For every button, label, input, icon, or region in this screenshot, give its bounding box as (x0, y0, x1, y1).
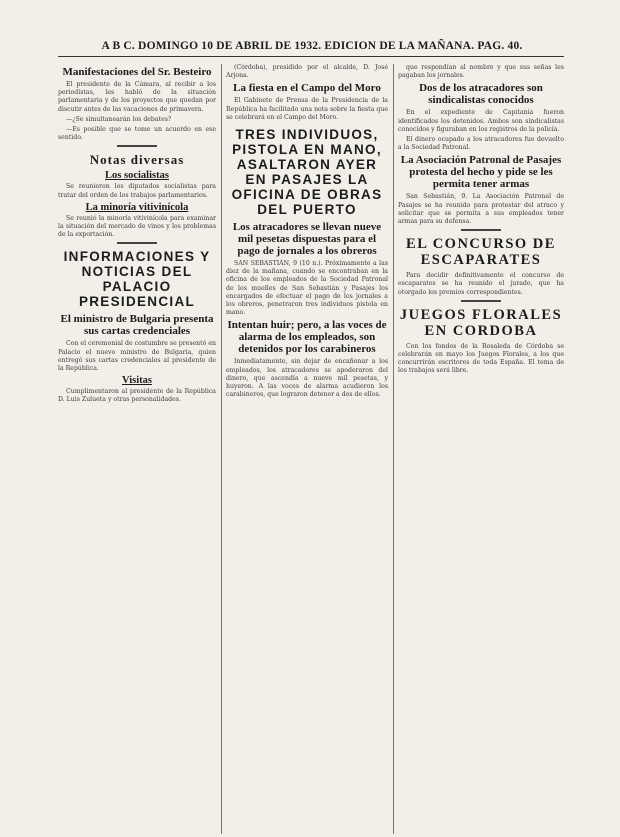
article-text: que respondían al nombre y que sus señas les pagaban los jornales. (398, 64, 564, 80)
headline-campo-moro: La fiesta en el Campo del Moro (233, 82, 381, 95)
article-text: El presidente de la Cámara, al recibir a los periodistas, les habló de la situación parlamentaria y de los proyectos que quedan por discutir antes de las vacaciones de primavera. (58, 81, 216, 113)
headline-juegos-florales: JUEGOS FLORALES EN CORDOBA (399, 306, 563, 339)
headline-asociacion-patronal: La Asociación Patronal de Pasajes protesta del hecho y pide se les permita tener armas (400, 154, 562, 191)
column-2 (226, 64, 388, 401)
headline-asalto-pasajes: TRES INDIVIDUOS, PISTOLA EN MANO, ASALTARON AYER EN PASAJES LA OFICINA DE OBRAS DEL PUERTO (231, 127, 383, 218)
headline-bulgaria: El ministro de Bulgaria presenta sus cartas credenciales (60, 313, 214, 338)
article-text: —Es posible que se tome un acuerdo en ese sentido. (58, 126, 216, 142)
headline-palacio: INFORMACIONES Y NOTICIAS DEL PALACIO PRESIDENCIAL (63, 249, 211, 310)
article-text: (Córdoba), presidido por el alcalde, D. José Arjona. (226, 64, 388, 80)
masthead: A B C. DOMINGO 10 DE ABRIL DE 1932. EDICION DE LA MAÑANA. PAG. 40. (101, 40, 523, 52)
article-text: Se reunió la minoría vitivinícola para examinar la situación del mercado de vinos y los problemas de la exportación. (58, 214, 216, 239)
section-title-notas: Notas diversas (89, 152, 185, 168)
separator (117, 145, 157, 147)
subhead-vitivinicola: La minoría vitivinícola (85, 201, 189, 213)
article-text: Con el ceremonial de costumbre se presentó en Palacio el nuevo ministro de Bulgaria, quien entregó sus cartas credenciales al presidente de la República. (58, 340, 216, 373)
article-text: —¿Se simultanearán los debates? (66, 115, 172, 123)
article-text: San Sebastián, 9. La Asociación Patronal de Pasajes se ha reunido para protestar del atraco y solicitar que se permita a sus empleados tener armas para su defensa. (398, 193, 564, 226)
column-divider-1 (221, 64, 222, 834)
article-text: El dinero ocupado a los atracadores fue devuelto a la Sociedad Patronal. (398, 136, 564, 152)
column-divider-2 (393, 64, 394, 834)
masthead-rule (58, 56, 564, 57)
separator (461, 300, 501, 302)
article-text: Para decidir definitivamente el concurso de escaparates se ha reunido el jurado, que ha otorgado los premios correspondientes. (398, 272, 564, 296)
article-text: Se reunieron los diputados socialistas para tratar del orden de los trabajos parlamentarios. (58, 183, 216, 199)
article-text: Inmediatamente, sin dejar de encañonar a los empleados, los atracadores se apoderaron del dinero, que ascendía a nueve mil pesetas, y huyeron. A las voces de alarma acudieron los carabineros, que lograron detener a dos de ellos. (226, 358, 388, 399)
column-3 (398, 64, 564, 378)
headline-sindicalistas: Dos de los atracadores son sindicalistas conocidos (419, 82, 543, 107)
separator (461, 229, 501, 231)
headline-besteiro: Manifestaciones del Sr. Besteiro (62, 66, 212, 78)
headline-intentan-huir: Intentan huir; pero, a las voces de alarma de los empleados, son detenidos por los carabineros (227, 319, 387, 356)
subhead-socialistas: Los socialistas (105, 170, 169, 182)
headline-atracadores: Los atracadores se llevan nueve mil pesetas dispuestas para el pago de jornales a los obreros (232, 221, 382, 258)
article-text: En el expediente de Capitanía fueron identificados los detenidos. Ambos son sindicalistas conocidos y figuraban en los registros de la policía. (398, 109, 564, 133)
article-text: Cumplimentaron al presidente de la República D. Luis Zulueta y otras personalidades. (58, 388, 216, 404)
article-text: SAN SEBASTIÁN, 9 (10 n.). Próximamente a las diez de la mañana, cuando se encontraban en la oficina de los empleados de la Sociedad Patronal de los muelles de San Sebastián y Pasajes los encargados de efectuar el pago de los jornales a los obreros, penetraron tres individuos pistola en mano. (226, 260, 388, 317)
article-text: Con los fondos de la Rosaleda de Córdoba se celebrarán en mayo los Juegos Florales, a los que concurrirán escritores de toda España. El tema de los trabajos será libre. (398, 342, 564, 375)
article-text: El Gabinete de Prensa de la Presidencia de la República ha facilitado una nota sobre la fiesta que se celebrará en el Campo del Moro. (226, 97, 388, 121)
subhead-visitas: Visitas (122, 375, 152, 387)
separator (117, 242, 157, 244)
headline-escaparates: EL CONCURSO DE ESCAPARATES (406, 236, 556, 269)
column-1 (58, 64, 216, 407)
